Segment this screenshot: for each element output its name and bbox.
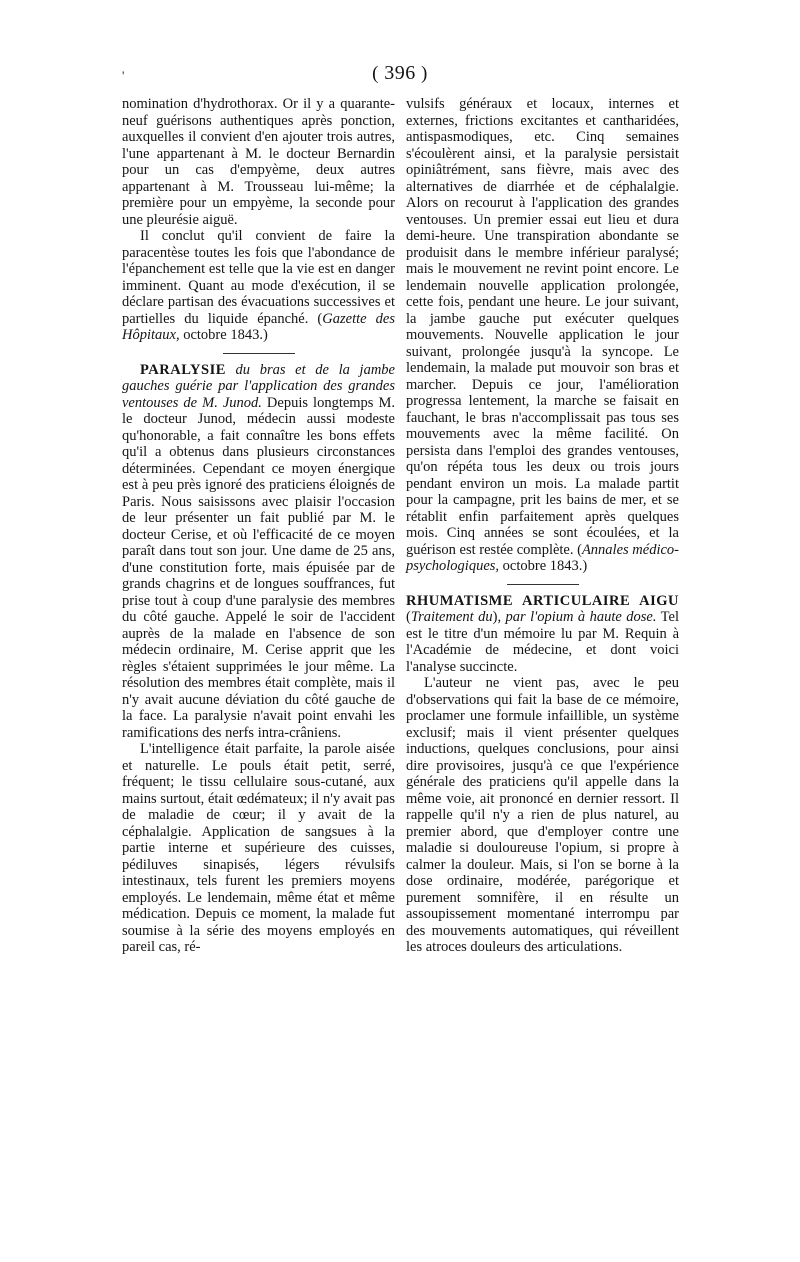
article-paragraph — [122, 362, 395, 742]
article-heading: PARALYSIE — [140, 361, 226, 378]
left-column — [122, 96, 395, 956]
paragraph: L'intelligence était parfaite, la parole aisée et naturelle. Le pouls était petit, serré, fréquent; le tissu cellulaire sous-cutané, aux mains surtout, était œdémateux; il n'y avait pas de maladie de cœur; il y avait de la céphalalgie. Application de sangsues à la partie interne et supérieure des cuisses, pédiluves sinapisés, légers révulsifs intestinaux, tels furent les premiers moyens employés. Le lendemain, même état et même médication. Depuis ce moment, la malade fut soumise à la série des moyens employés en pareil cas, ré- — [122, 741, 395, 955]
paragraph-text: Il conclut qu'il convient de faire la paracentèse toutes les fois que l'abondance de l'épanchement est telle que la vie est en danger imminent. Quant au mode d'exécution, il se déclare partisan des évacuations successives et partielles du liquide épanché. ( — [122, 228, 395, 327]
citation-date: octobre 1843.) — [179, 327, 268, 343]
source-citation: Gazette des Hôpitaux, — [122, 310, 395, 343]
article-subtitle: du bras et de la jambe gauches guérie par l'application des grandes ventouses de M. Junod. — [122, 361, 395, 411]
paragraph-text: vulsifs généraux et locaux, internes et externes, frictions excitantes et cantharidées, antispasmodiques, etc. Cinq semaines s'écoulèrent ainsi, et la paralysie persistait opiniâtrément, sans fièvre, mais avec des alternatives de diarrhée et de céphalalgie. Alors on recourut à l'application des grandes ventouses. Un premier essai eut lieu et dura demi-heure. Une transpiration abondante se produisit dans le membre inférieur paralysé; mais le mouvement ne revint point encore. Le lendemain nouvelle application prolongée, cette fois, pendant une heure. Le jour suivant, la jambe gauche put exécuter quelques mouvements. Nouvelle application le jour suivant, prolongée jusqu'à la syncope. Le lendemain, la malade put mouvoir son bras et marcher. Depuis ce jour, l'amélioration progressa lentement, la marche se faisait en fauchant, le bras n'accomplissait pas tous ses mouvements avec la même facilité. On persista dans l'emploi des grandes ventouses, qu'on répéta tous les deux ou trois jours pendant environ un mois. La malade partit pour la campagne, prit les bains de mer, et se rétablit enfin parfaitement après quelques mois. Cinq années se sont écoulées, et la guérison est restée complète. ( — [406, 96, 679, 558]
paragraph: L'auteur ne vient pas, avec le peu d'observations qui fait la base de ce mémoire, proclamer une formule infaillible, un système exclusif; mais il vient présenter quelques inductions, quelques conclusions, pour ainsi dire provisoires, jusqu'à ce que l'expérience générale des praticiens qu'il appelle dans la même voie, ait prononcé en dernier ressort. Il rappelle qu'il n'y a rien de plus naturel, au premier abord, que d'employer contre une maladie si douloureuse l'opium, si propre à calmer la douleur. Mais, si l'on se borne à la dose ordinaire, modérée, parégorique et purement somnifère, il en résulte un assoupissement momentané interrompu par des mouvements automatiques, qui réveillent les atroces douleurs des articulations. — [406, 675, 679, 955]
page-number: 396 — [384, 62, 416, 84]
paragraph-text: Depuis longtemps M. le docteur Junod, médecin aussi modeste qu'honorable, a fait connaître les bons effets qu'il a obtenus dans plusieurs circonstances déterminées. Cependant ce moyen énergique est à peu près ignoré des praticiens éloignés de Paris. Nous saisissons avec plaisir l'occasion de leur présenter un fait publié par M. le docteur Cerise, et où l'efficacité de ce moyen paraît dans tout son jour. Une dame de 25 ans, d'une constitution forte, mais épuisée par de grands chagrins et de longues souffrances, fut prise tout à coup d'une paralysie des membres du côté gauche. Appelé le soir de l'accident auprès de la malade en l'absence de son médecin ordinaire, M. Cerise apprit que les règles s'étaient supprimées le jour même. La résolution des membres était complète, mais il n'y avait aucune déviation du côté gauche de la face. La paralysie n'avait point envahi les ramifications des nerfs intra-crâniens. — [122, 394, 395, 741]
paren-open: ( — [406, 609, 411, 625]
stray-mark: ' — [122, 68, 125, 83]
section-divider — [507, 584, 579, 585]
paragraph: nomination d'hydrothorax. Or il y a quarante-neuf guérisons authentiques après ponction, auxquelles il convient d'en ajouter trois autres, l'une appartenant à M. le docteur Bernardin pour un cas d'empyème, deux autres appartenant à M. Trousseau lui-même; la première pour un empyème, la seconde pour une pleurésie aiguë. — [122, 96, 395, 228]
right-column — [406, 96, 679, 956]
paragraph-text: Tel est le titre d'un mémoire lu par M. Requin à l'Académie de médecine, et dont voici l'analyse succincte. — [406, 609, 679, 675]
source-citation: Annales médico-psychologiques, — [406, 541, 679, 574]
page-header — [0, 62, 800, 85]
paragraph — [406, 96, 679, 575]
citation-date: octobre 1843.) — [499, 558, 588, 574]
article-paragraph — [406, 593, 679, 676]
paren-close: ), — [492, 609, 506, 625]
article-subtitle-2: par l'opium à haute dose. — [505, 609, 657, 625]
paragraph — [122, 228, 395, 344]
article-heading: RHUMATISME ARTICULAIRE AIGU — [406, 592, 679, 609]
section-divider — [223, 353, 295, 354]
page-number-close: ) — [421, 63, 428, 84]
page-number-open: ( — [372, 63, 379, 84]
article-subtitle: Traitement du — [410, 609, 493, 625]
